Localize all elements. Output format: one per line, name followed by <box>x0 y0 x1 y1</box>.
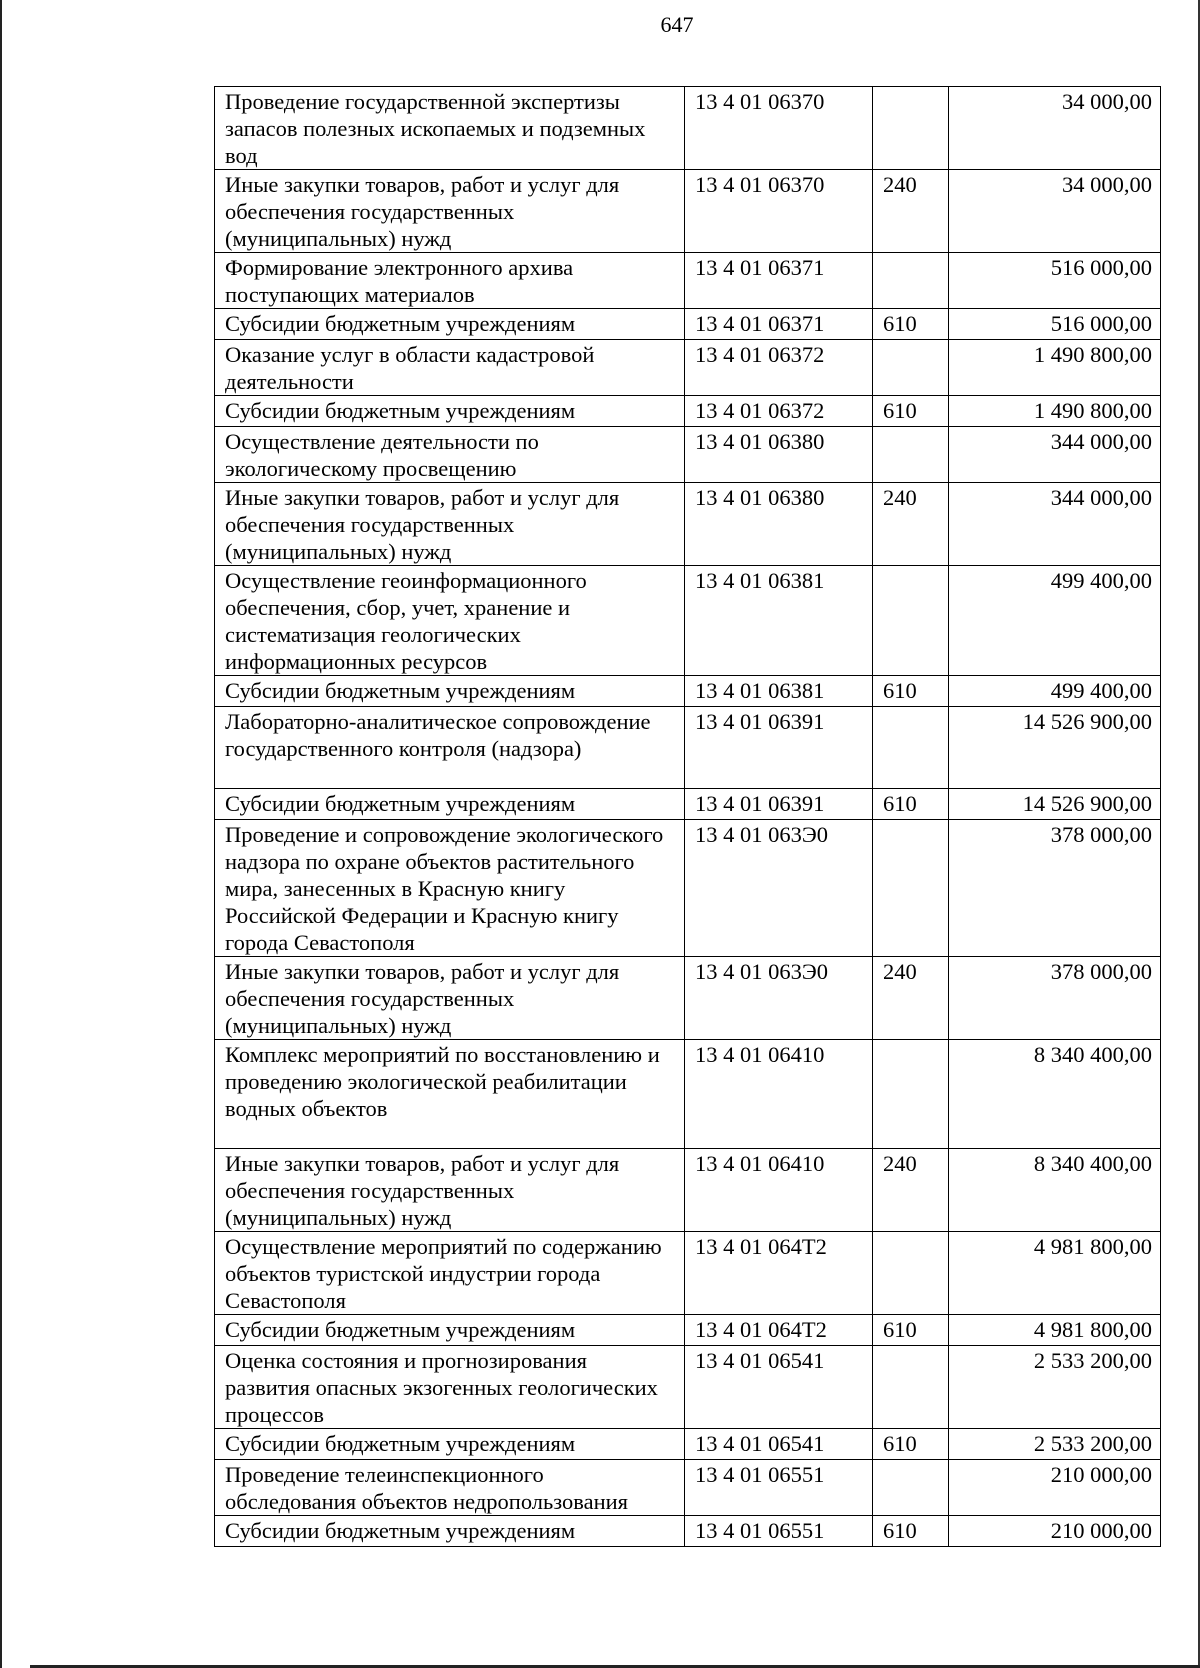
row-name-cell: Формирование электронного архива поступающих материалов <box>215 253 685 309</box>
table-row <box>215 1516 1161 1547</box>
row-name-cell: Иные закупки товаров, работ и услуг для обеспечения государственных (муниципальных) нужд <box>215 483 685 566</box>
row-amount-cell: 210 000,00 <box>949 1460 1161 1516</box>
row-amount-cell: 2 533 200,00 <box>949 1429 1161 1460</box>
row-code-cell: 13 4 01 06381 <box>685 676 873 707</box>
row-type-cell <box>873 1040 949 1149</box>
row-code-cell: 13 4 01 06372 <box>685 396 873 427</box>
row-name-cell: Субсидии бюджетным учреждениям <box>215 789 685 820</box>
row-type-cell <box>873 1346 949 1429</box>
row-code-cell: 13 4 01 064Т2 <box>685 1315 873 1346</box>
row-code-cell: 13 4 01 063Э0 <box>685 820 873 957</box>
row-name-cell: Проведение и сопровождение экологического надзора по охране объектов растительного мира, занесенных в Красную книгу Российской Федерации и Красную книгу города Севастополя <box>215 820 685 957</box>
row-amount-cell: 499 400,00 <box>949 676 1161 707</box>
row-code-cell: 13 4 01 06551 <box>685 1516 873 1547</box>
row-name-cell: Субсидии бюджетным учреждениям <box>215 1516 685 1547</box>
table-row <box>215 1346 1161 1429</box>
row-type-cell <box>873 707 949 789</box>
row-type-cell: 610 <box>873 789 949 820</box>
row-name-cell: Субсидии бюджетным учреждениям <box>215 396 685 427</box>
row-code-cell: 13 4 01 063Э0 <box>685 957 873 1040</box>
row-amount-cell: 4 981 800,00 <box>949 1315 1161 1346</box>
row-type-cell <box>873 340 949 396</box>
row-type-cell <box>873 87 949 170</box>
table-row <box>215 253 1161 309</box>
row-amount-cell: 8 340 400,00 <box>949 1040 1161 1149</box>
row-type-cell: 610 <box>873 309 949 340</box>
row-code-cell: 13 4 01 06371 <box>685 253 873 309</box>
row-amount-cell: 378 000,00 <box>949 820 1161 957</box>
table-row <box>215 87 1161 170</box>
table-row <box>215 1040 1161 1149</box>
row-amount-cell: 210 000,00 <box>949 1516 1161 1547</box>
row-type-cell: 610 <box>873 396 949 427</box>
table-row <box>215 1149 1161 1232</box>
row-code-cell: 13 4 01 06380 <box>685 483 873 566</box>
row-amount-cell: 14 526 900,00 <box>949 789 1161 820</box>
row-name-cell: Осуществление геоинформационного обеспечения, сбор, учет, хранение и систематизация геологических информационных ресурсов <box>215 566 685 676</box>
row-name-cell: Осуществление мероприятий по содержанию объектов туристской индустрии города Севастополя <box>215 1232 685 1315</box>
row-type-cell <box>873 253 949 309</box>
row-type-cell: 610 <box>873 676 949 707</box>
row-type-cell <box>873 1232 949 1315</box>
row-amount-cell: 4 981 800,00 <box>949 1232 1161 1315</box>
table-row <box>215 309 1161 340</box>
row-name-cell: Оказание услуг в области кадастровой деятельности <box>215 340 685 396</box>
table-row <box>215 707 1161 789</box>
row-name-cell: Лабораторно-аналитическое сопровождение государственного контроля (надзора) <box>215 707 685 789</box>
table-row <box>215 396 1161 427</box>
row-name-cell: Субсидии бюджетным учреждениям <box>215 676 685 707</box>
table-row <box>215 1315 1161 1346</box>
row-name-cell: Субсидии бюджетным учреждениям <box>215 309 685 340</box>
table-row <box>215 789 1161 820</box>
row-amount-cell: 499 400,00 <box>949 566 1161 676</box>
row-code-cell: 13 4 01 06370 <box>685 170 873 253</box>
table-row <box>215 483 1161 566</box>
row-name-cell: Проведение телеинспекционного обследования объектов недропользования <box>215 1460 685 1516</box>
row-amount-cell: 516 000,00 <box>949 309 1161 340</box>
row-amount-cell: 1 490 800,00 <box>949 396 1161 427</box>
row-amount-cell: 378 000,00 <box>949 957 1161 1040</box>
row-name-cell: Субсидии бюджетным учреждениям <box>215 1315 685 1346</box>
row-amount-cell: 2 533 200,00 <box>949 1346 1161 1429</box>
row-type-cell <box>873 1460 949 1516</box>
row-type-cell: 610 <box>873 1315 949 1346</box>
budget-table <box>214 86 1161 1547</box>
row-amount-cell: 516 000,00 <box>949 253 1161 309</box>
row-code-cell: 13 4 01 06380 <box>685 427 873 483</box>
row-amount-cell: 8 340 400,00 <box>949 1149 1161 1232</box>
row-code-cell: 13 4 01 06551 <box>685 1460 873 1516</box>
row-code-cell: 13 4 01 064Т2 <box>685 1232 873 1315</box>
budget-table-body <box>215 87 1161 1547</box>
table-row <box>215 170 1161 253</box>
row-type-cell: 240 <box>873 483 949 566</box>
table-row <box>215 1429 1161 1460</box>
table-row <box>215 340 1161 396</box>
row-name-cell: Иные закупки товаров, работ и услуг для обеспечения государственных (муниципальных) нужд <box>215 170 685 253</box>
table-row <box>215 820 1161 957</box>
row-amount-cell: 14 526 900,00 <box>949 707 1161 789</box>
row-type-cell: 240 <box>873 957 949 1040</box>
row-code-cell: 13 4 01 06391 <box>685 789 873 820</box>
row-type-cell: 610 <box>873 1516 949 1547</box>
table-row <box>215 566 1161 676</box>
row-type-cell: 610 <box>873 1429 949 1460</box>
row-type-cell <box>873 820 949 957</box>
row-name-cell: Иные закупки товаров, работ и услуг для обеспечения государственных (муниципальных) нужд <box>215 957 685 1040</box>
row-name-cell: Проведение государственной экспертизы запасов полезных ископаемых и подземных вод <box>215 87 685 170</box>
scan-edge-left <box>0 0 2 1668</box>
row-code-cell: 13 4 01 06381 <box>685 566 873 676</box>
row-code-cell: 13 4 01 06541 <box>685 1429 873 1460</box>
row-type-cell: 240 <box>873 1149 949 1232</box>
row-amount-cell: 34 000,00 <box>949 87 1161 170</box>
row-code-cell: 13 4 01 06372 <box>685 340 873 396</box>
table-row <box>215 1460 1161 1516</box>
page-number: 647 <box>660 12 694 37</box>
row-amount-cell: 1 490 800,00 <box>949 340 1161 396</box>
row-amount-cell: 344 000,00 <box>949 483 1161 566</box>
row-amount-cell: 34 000,00 <box>949 170 1161 253</box>
row-type-cell <box>873 566 949 676</box>
row-name-cell: Оценка состояния и прогнозирования развития опасных экзогенных геологических процессов <box>215 1346 685 1429</box>
row-code-cell: 13 4 01 06410 <box>685 1040 873 1149</box>
row-name-cell: Субсидии бюджетным учреждениям <box>215 1429 685 1460</box>
table-row <box>215 1232 1161 1315</box>
row-code-cell: 13 4 01 06410 <box>685 1149 873 1232</box>
row-name-cell: Иные закупки товаров, работ и услуг для обеспечения государственных (муниципальных) нужд <box>215 1149 685 1232</box>
row-type-cell: 240 <box>873 170 949 253</box>
row-amount-cell: 344 000,00 <box>949 427 1161 483</box>
row-code-cell: 13 4 01 06370 <box>685 87 873 170</box>
row-code-cell: 13 4 01 06391 <box>685 707 873 789</box>
row-name-cell: Комплекс мероприятий по восстановлению и проведению экологической реабилитации водных объектов <box>215 1040 685 1149</box>
table-row <box>215 676 1161 707</box>
row-code-cell: 13 4 01 06541 <box>685 1346 873 1429</box>
row-code-cell: 13 4 01 06371 <box>685 309 873 340</box>
row-name-cell: Осуществление деятельности по экологическому просвещению <box>215 427 685 483</box>
row-type-cell <box>873 427 949 483</box>
table-row <box>215 957 1161 1040</box>
table-row <box>215 427 1161 483</box>
